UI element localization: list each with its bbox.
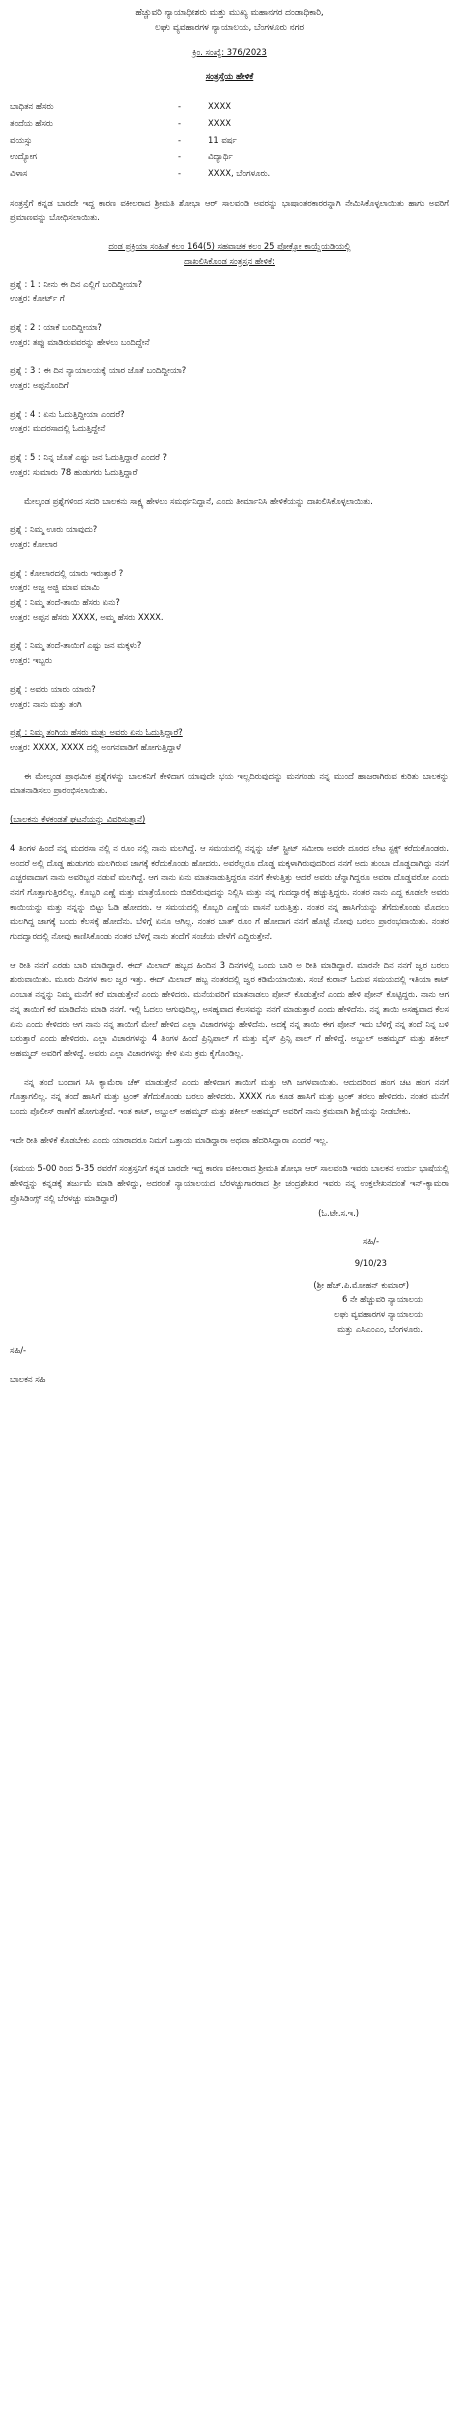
answer: ಉತ್ತರ: ಕೋಲಾರ [10,538,58,549]
info-dash: - [178,134,182,145]
info-label: ವಿಳಾಸ [10,168,28,178]
answer: ಉತ್ತರ: ಅಜ್ಜ ಅಜ್ಜಿ ಮಾವ ಮಾಮಿ [10,582,100,593]
closing-paragraph: (ಸಮಯ 5-00 ರಿಂದ 5-35 ರವರೆಗೆ ಸಂತ್ರಸ್ತನಿಗೆ ಕನ್ನಡ ಬಾರದೇ ಇದ್ದ ಕಾರಣ ವಕೀಲರಾದ ಶ್ರೀಮತಿ ಶೋಭಾ ಆರ್ ಸಾಲವಂಡಿ ಇವರು ಬಾಲಕನ ಉರ್ದು ಭಾಷೆಯಲ್ಲಿ ಹೇಳಿದ್ದನ್ನು ಕನ್ನಡಕ್ಕೆ ತರ್ಜುಮೆ ಮಾಡಿ ಹೇಳಿದ್ದು, ಅದರಂತೆ ನ್ಯಾಯಾಲಯದ ಬೆರಳಚ್ಚುಗಾರರಾದ ಶ್ರೀ ಚಂದ್ರಶೇಖರ ಇವರು ನನ್ನ ಉಕ್ತಲೇಖನದಂತೆ ಇನ್-ಕ್ಯಾಮರಾ ಪ್ರೊಸಿಡಿಂಗ್ಸ್ ನಲ್ಲಿ ಬೆರಳಚ್ಚು ಮಾಡಿದ್ದಾರೆ) [10,1163,449,1203]
info-dash: - [178,117,182,128]
magistrate-signature-block [10,1234,449,1336]
info-dash: - [178,151,182,162]
child-signature-block [10,1343,449,1386]
info-label: ತಂದೆಯ ಹೆಸರು [10,117,53,128]
answer: ಉತ್ತರ: ಸುಮಾರು 78 ಹುಡುಗರು ಓದುತ್ತಿದ್ದಾರೆ [10,466,138,477]
section-heading-line-2: ದಾಖಲಿಸಿಕೊಂಡ ಸಂತ್ರಸ್ತನ ಹೇಳಿಕೆ: [184,255,275,266]
question: ಪ್ರಶ್ನೆ : ಕೋಲಾರದಲ್ಲಿ ಯಾರು ಇರುತ್ತಾರೆ ? [10,567,124,578]
info-dash: - [178,168,182,178]
info-value: ವಿದ್ಯಾರ್ಥಿ [208,151,233,162]
transition-paragraph: ಈ ಮೇಲ್ಕಂಡ ಪ್ರಾಥಮಿಕ ಪ್ರಶ್ನೆಗಳನ್ನು ಬಾಲಕನಿಗೆ ಕೇಳಿದಾಗ ಯಾವುದೇ ಭಯ ಇಲ್ಲದಿರುವುದನ್ನು ಮನಗಂಡು ನನ್ನ ಮುಂದೆ ಹಾಜರಾಗಿರುವ ಕುರಿತು ಬಾಲಕನ್ನು ಮಾತನಾಡಿಸಲು ಪ್ರಾರಂಭಿಸಲಾಯಿತು. [10,770,449,796]
question: ಪ್ರಶ್ನೆ : 5 : ನಿನ್ನ ಜೊತೆ ಎಷ್ಟು ಜನ ಓದುತ್ತಿದ್ದಾರೆ ಎಂದರೆ ? [10,452,167,463]
signed-mark: ಸಹಿ/- [362,1236,379,1247]
info-row [10,165,270,182]
preliminary-questions [10,277,449,480]
question: ಪ್ರಶ್ನೆ : 1 : ನೀನು ಈ ದಿನ ಎಲ್ಲಿಗೆ ಬಂದಿದ್ದೀಯಾ? [10,278,143,289]
question: ಪ್ರಶ್ನೆ : ಅವರು ಯಾರು ಯಾರು? [10,683,96,694]
dictation-note: (ಓ.ಟೇ.ಸ.ಇ.) [318,1207,359,1218]
info-row [10,98,270,115]
answer: ಉತ್ತರ: ಇಬ್ಬರು [10,655,52,666]
court-header-line-1: ಹೆಚ್ಚುವರಿ ನ್ಯಾಯಾಧೀಶರು ಮತ್ತು ಮುಖ್ಯ ಮಹಾನಗರ ದಂಡಾಧಿಕಾರಿ, [135,8,324,18]
designation-line-1: 6 ನೇ ಹೆಚ್ಚುವರಿ ನ್ಯಾಯಾಲಯ [342,1294,423,1305]
info-value: XXXX [208,101,231,112]
answer: ಉತ್ತರ: ಮದರಸಾದಲ್ಲಿ ಓದುತ್ತಿದ್ದೇನೆ [10,423,106,434]
section-heading-line-1: ದಂಡ ಪ್ರಕ್ರಿಯಾ ಸಂಹಿತೆ ಕಲಂ 164(5) ಸಹವಾಚಕ ಕಲಂ 25 ಪೋಕ್ಸೋ ಕಾಯ್ದೆಯಡಿಯಲ್ಲಿ [108,241,351,252]
info-value: 11 ವರ್ಷ [208,134,237,145]
question: ಪ್ರಶ್ನೆ : 4 : ಏನು ಓದುತ್ತಿದ್ದೀಯಾ ಎಂದರೆ? [10,408,125,419]
competency-paragraph: ಮೇಲ್ಕಂಡ ಪ್ರಶ್ನೆಗಳಿಂದ ಸದರಿ ಬಾಲಕನು ಸಾಕ್ಷ್ಯ ಹೇಳಲು ಸಮರ್ಥನಿದ್ದಾನೆ, ಎಂದು ತೀರ್ಮಾನಿಸಿ ಹೇಳಿಕೆಯನ್ನು ದಾಖಲಿಸಿಕೊಳ್ಳಲಾಯಿತು. [24,495,373,506]
question: ಪ್ರಶ್ನೆ : 3 : ಈ ದಿನ ನ್ಯಾಯಾಲಯಕ್ಕೆ ಯಾರ ಜೊತೆ ಬಂದಿದ್ದೀಯಾ? [10,365,187,376]
question: ಪ್ರಶ್ನೆ : ನಿಮ್ಮ ತಂಗಿಯ ಹೆಸರು ಮತ್ತು ಅವರು ಏನು ಓದುತ್ತಿದ್ದಾರೆ? [10,727,183,738]
info-row [10,148,270,165]
info-label: ವಯಸ್ಸು [10,134,33,145]
info-value: XXXX, ಬೆಂಗಳೂರು. [208,168,271,178]
narrative-paragraph-3: ನನ್ನ ತಂದೆ ಬಂದಾಗ ಸಿಸಿ ಕ್ಯಾಮೆರಾ ಚೆಕ್ ಮಾಡುತ್ತೇನೆ ಎಂದು ಹೇಳಿದಾಗ ತಾಯಿಗೆ ಮತ್ತು ಆಗಿ ಜಗಳವಾಯಿತು. ಆದುದರಿಂದ ಹಂಗ ಚಟ ಹಂಗ ನನಗೆ ಗೊತ್ತಾಗಲಿಲ್ಲ. ನನ್ನ ತಂದೆ ಹಾಸಿಗೆ ಮತ್ತು ಟ್ರಂಕ್ ತೆಗೆದುಕೊಂಡು ಬರಲು ಹೇಳಿದರು. XXXX ಗೂ ಕೂಡ ಹಾಸಿಗೆ ಮತ್ತು ಟ್ರಂಕ್ ತರಲು ಹೇಳಿದರು. ನಂತರ ಮನೆಗೆ ಬಂದು ಪೊಲೀಸ್ ಠಾಣೆಗೆ ಹೋಗುತ್ತೇವೆ. ಇಂತ ಕಾಟ್, ಅಬ್ದುಲ್ ಅಹಮ್ಮದ್ ಮತ್ತು ಶಕೀಲ್ ಅಹಮ್ಮದ್ ಅವರಿಗೆ ನಾನು ಕ್ರಮವಾಗಿ ಶಿಕ್ಷೆಯನ್ನು ನೀಡಬೇಕು. [10,1076,449,1117]
question: ಪ್ರಶ್ನೆ : 2 : ಯಾಕೆ ಬಂದಿದ್ದೀಯಾ? [10,321,102,332]
info-value: XXXX [208,117,231,128]
background-questions [10,522,449,754]
answer: ಉತ್ತರ: ನಾನು ಮತ್ತು ತಂಗಿ [10,698,82,709]
child-signature-label: ಬಾಲಕನ ಸಹಿ [10,1374,46,1385]
info-row [10,115,270,132]
narrative-paragraph-1: 4 ತಿಂಗಳ ಹಿಂದೆ ನನ್ನ ಮದರಸಾ ನಲ್ಲಿ ನ ರೂಂ ನಲ್ಲಿ ನಾನು ಮಲಗಿದ್ದೆ. ಆ ಸಮಯದಲ್ಲಿ ನನ್ನನ್ನು ಚೆಕ್ ಸ್ಟ್ರೀಟ್ ಸಮೀರಾ ಅವರೇ ದೂರದ ಲೇಟ ಸ್ಟಕ್ಸ್ ಕರೆದುಕೊಂಡರು. ಅಂದರೆ ಅಲ್ಲಿ ದೊಡ್ಡ ಹುಡುಗರು ಮಲಗಿರುವ ಜಾಗಕ್ಕೆ ಕರೆದುಕೊಂಡು ಹೋದರು. ಅವರೆಲ್ಲರೂ ದೊಡ್ಡ ಮಕ್ಕಳಾಗಿರುವುದರಿಂದ ನನಗೆ ಅದು ತುಂಬಾ ದೊಡ್ಡದಾಗಿದ್ದು ನನಗೆ ಎಚ್ಚರವಾದಾಗ ನಾನು ಅವರಿಬ್ಬರ ನಡುವೆ ಮಲಗಿದ್ದೆ. ಆಗ ನಾನು ಏನು ಮಾತನಾಡುತ್ತಿದ್ದರೂ ನನಗೆ ಕೇಳುತ್ತಿತ್ತು ಆದರೆ ಅವರು ಚೆನ್ನಾಗಿದ್ದರೂ ಅವರಾ ದೊಡ್ಡವರೋ ಎಂದು ನನಗೆ ಗೊತ್ತಾಗುತ್ತಿರಲಿಲ್ಲ. ಕೊಬ್ಬರಿ ಎಣ್ಣೆ ಮತ್ತು ಮಾತ್ರೆಯೊಂದು ಬಿಡಲಿರುವುದನ್ನು ನಿಲ್ಲಿಸಿ ಮತ್ತು ನನ್ನ ಗುದದ್ವಾರಕ್ಕೆ ಹಚ್ಚುತ್ತಿದ್ದರು. ನಂತರ ನಾನು ಎದ್ದ ಕೂಡಲೇ ಅವರು ಕಾಯಿಯನ್ನು ಮತ್ತು ನನ್ನನ್ನು ಬಿಟ್ಟು ಓಡಿ ಹೋದರು. ಆ ಸಮಯದಲ್ಲಿ ಕೊಬ್ಬರಿ ಎಣ್ಣೆಯ ವಾಸನೆ ಬರುತ್ತಿತ್ತು. ನಂತರ ನನ್ನ ಹಾಸಿಗೆಯನ್ನು ತೆಗೆದುಕೊಂಡು ಮೊದಲು ಮಲಗಿದ್ದ ಜಾಗಕ್ಕೆ ಬಂದು ಕೆಲಸಕ್ಕೆ ಹೋದೆನು. ಬೆಳಿಗ್ಗೆ ಏನೂ ಆಗಿಲ್ಲ. ನಂತರ ಬಾತ್ ರೂಂ ಗೆ ಹೋದಾಗ ನನಗೆ ಹೊಟ್ಟೆ ನೋವು ಬರಲು ಪ್ರಾರಂಭವಾಯಿತು. ನಂತರ ಗುದದ್ವಾರದಲ್ಲಿ ನೋವು ಕಾಣಿಸಿಕೊಂಡು ನಂತರ ಬೆಳಿಗ್ಗೆ ನಾನು ತಂದೆಗೆ ಸಂಜೆಯ ವೇಳೆಗೆ ಎದ್ದಿರುತ್ತೇನೆ. [10,842,449,942]
designation-line-2: ಲಘು ವ್ಯವಹಾರಗಳ ನ್ಯಾಯಾಲಯ [334,1309,423,1320]
question: ಪ್ರಶ್ನೆ : ನಿಮ್ಮ ತಂದೆ-ತಾಯಿಗೆ ಎಷ್ಟು ಜನ ಮಕ್ಕಳು? [10,640,142,651]
answer: ಉತ್ತರ: ತಪ್ಪು ಮಾಡಿರುವವರನ್ನು ಹೇಳಲು ಬಂದಿದ್ದೇನೆ [10,336,150,347]
case-number: ಕ್ರಿಂ. ಸಂಖ್ಯೆ: 376/2023 [192,46,267,57]
answer: ಉತ್ತರ: ಅಪ್ಪನ ಹೆಸರು XXXX, ಅಮ್ಮ ಹೆಸರು XXXX. [10,611,164,622]
narrative-paragraph-2: ಆ ರೀತಿ ನನಗೆ ಎರಡು ಬಾರಿ ಮಾಡಿದ್ದಾರೆ. ಈದ್ ಮಿಲಾದ್ ಹಬ್ಬದ ಹಿಂದಿನ 3 ದಿನಗಳಲ್ಲಿ ಒಂದು ಬಾರಿ ಅ ರೀತಿ ಮಾಡಿದ್ದಾರೆ. ಮಾರನೇ ದಿನ ನನಗೆ ಜ್ವರ ಬರಲು ಶುರುವಾಯಿತು. ಮೂರು ದಿನಗಳ ಕಾಲ ಜ್ವರ ಇತ್ತು. ಈದ್ ಮಿಲಾದ್ ಹಬ್ಬ ನಂತರದಲ್ಲಿ ಜ್ವರ ಕಡಿಮೆಯಾಯಿತು. ಸಂಜೆ ಕುರಾನ್ ಓದುವ ಸಮಯದಲ್ಲಿ ಇತಿಯಾ ಕಾಟ್ ಎಂಬಾತ ನನ್ನನ್ನು ನಿಮ್ಮ ಮನೆಗೆ ಕರೆ ಮಾಡುತ್ತೇನೆ ಎಂದು ಹೇಳಿದರು. ಮನೆಯವರಿಗೆ ಮಾತನಾಡಲು ಪೋನ್ ಕೊಡುತ್ತೇನೆ ಎಂದು ಹೇಳಿ ಪೋನ್ ಕೊಟ್ಟಿದ್ದರು. ನಾನು ಆಗ ನನ್ನ ತಾಯಿಗೆ ಕರೆ ಮಾಡಿದೆನು ಮಾಡಿ ನನಗೆ. ಇಲ್ಲಿ ಓದಲು ಆಗುವುದಿಲ್ಲ, ಅಸಹ್ಯವಾದ ಕೆಲಸವನ್ನು ನನಗೆ ಮಾಡುತ್ತಾರೆ ಎಂದು ಹೇಳಿದೆನು. ನನ್ನ ತಾಯಿ ಅಸಹ್ಯವಾದ ಕೆಲಸ ಏನು ಎಂದು ಕೇಳಿದರು ಆಗ ನಾನು ನನ್ನ ತಾಯಿಗೆ ಮೇಲೆ ಹೇಳಿದ ಎಲ್ಲಾ ವಿಚಾರಗಳನ್ನು ಹೇಳಿದೆನು. ಅದಕ್ಕೆ ನನ್ನ ತಾಯಿ ಈಗ ಪೋನ್ ಇದು ಬೆಳಿಗ್ಗೆ ನನ್ನ ತಂದೆ ನಿನ್ನ ಬಳಿ ಬರುತ್ತಾರೆ ಎಂದು ಹೇಳಿದರು. ಎಲ್ಲಾ ವಿಚಾರಗಳನ್ನು 4 ತಿಂಗಳ ಹಿಂದೆ ಪ್ರಿನ್ಸಿಪಾಲ್ ಗೆ ಮತ್ತು ವೈಸ್ ಪ್ರಿನ್ಸಿ ಪಾಲ್ ಗೆ ಹೇಳಿದ್ದೆ. ಅಬ್ದುಲ್ ಅಹಮ್ಮದ್ ಮತ್ತು ಶಕೀಲ್ ಅಹಮ್ಮದ್ ಅವರಿಗೆ ಹೇಳಿದ್ದೆ. ಅವರು ಎಲ್ಲಾ ವಿಚಾರಗಳನ್ನು ಕೇಳಿ ಏನು ಕ್ರಮ ಕೈಗೊಂಡಿಲ್ಲ. [10,959,449,1058]
signature-date: 9/10/23 [354,1257,387,1268]
answer: ಉತ್ತರ: ಕೋರ್ಟ್ ಗೆ [10,293,65,304]
magistrate-name: (ಶ್ರೀ ಹೆಚ್.ಪಿ.ಮೋಹನ್ ಕುಮಾರ್) [313,1279,409,1290]
question: ಪ್ರಶ್ನೆ : ನಿಮ್ಮ ಊರು ಯಾವುದು? [10,524,98,535]
victim-info-table [10,98,270,182]
designation-line-3: ಮತ್ತು ಎಸಿಎಂಎಂ, ಬೆಂಗಳೂರು. [337,1323,423,1334]
info-dash: - [178,101,182,112]
child-signed-mark: ಸಹಿ/- [10,1345,27,1356]
info-label: ಉದ್ಯೋಗ [10,151,37,162]
question: ಪ್ರಶ್ನೆ : ನಿಮ್ಮ ತಂದೆ-ತಾಯಿ ಹೆಸರು ಏನು? [10,597,120,608]
info-label: ಬಾಧಿತನ ಹೆಸರು [10,101,54,112]
info-row [10,132,270,149]
interpreter-intro-paragraph: ಸಂತ್ರಸ್ತೆಗೆ ಕನ್ನಡ ಬಾರದೇ ಇದ್ದ ಕಾರಣ ವಕೀಲರಾದ ಶ್ರೀಮತಿ ಶೋಭಾ ಆರ್ ಸಾಲವಂಡಿ ಅವರನ್ನು ಭಾಷಾಂತರಕಾರರನ್ನಾಗಿ ನೇಮಿಸಿಕೊಳ್ಳಲಾಯಿತು ಹಾಗು ಅವರಿಗೆ ಪ್ರಮಾಣವನ್ನು ಬೋಧಿಸಲಾಯಿತು. [10,197,449,223]
narrative-paragraph-4: ಇದೇ ರೀತಿ ಹೇಳಿಕೆ ಕೊಡಬೇಕು ಎಂದು ಯಾರಾದರೂ ನಿಮಗೆ ಒತ್ತಾಯ ಮಾಡಿದ್ದಾರಾ ಅಥವಾ ಹೆದರಿಸಿದ್ದಾರಾ ಎಂದರೆ ಇಲ್ಲ. [10,1134,329,1145]
answer: ಉತ್ತರ: ಅಪ್ಪನೊಂದಿಗೆ [10,380,69,391]
answer: ಉತ್ತರ: XXXX, XXXX ದಲ್ಲಿ ಅಂಗನವಾಡಿಗೆ ಹೋಗುತ್ತಿದ್ದಾಳೆ [10,741,181,752]
document-title: ಸಂತ್ರಸ್ತೆಯ ಹೇಳಿಕೆ [205,71,254,82]
narrative-heading: (ಬಾಲಕನು ಕೆಳಕಂಡತೆ ಘಟನೆಯನ್ನು ವಿವರಿಸುತ್ತಾನೆ) [10,814,146,825]
court-header-line-2: ಲಘು ವ್ಯವಹಾರಗಳ ನ್ಯಾಯಾಲಯ, ಬೆಂಗಳೂರು ನಗರ [154,23,304,34]
